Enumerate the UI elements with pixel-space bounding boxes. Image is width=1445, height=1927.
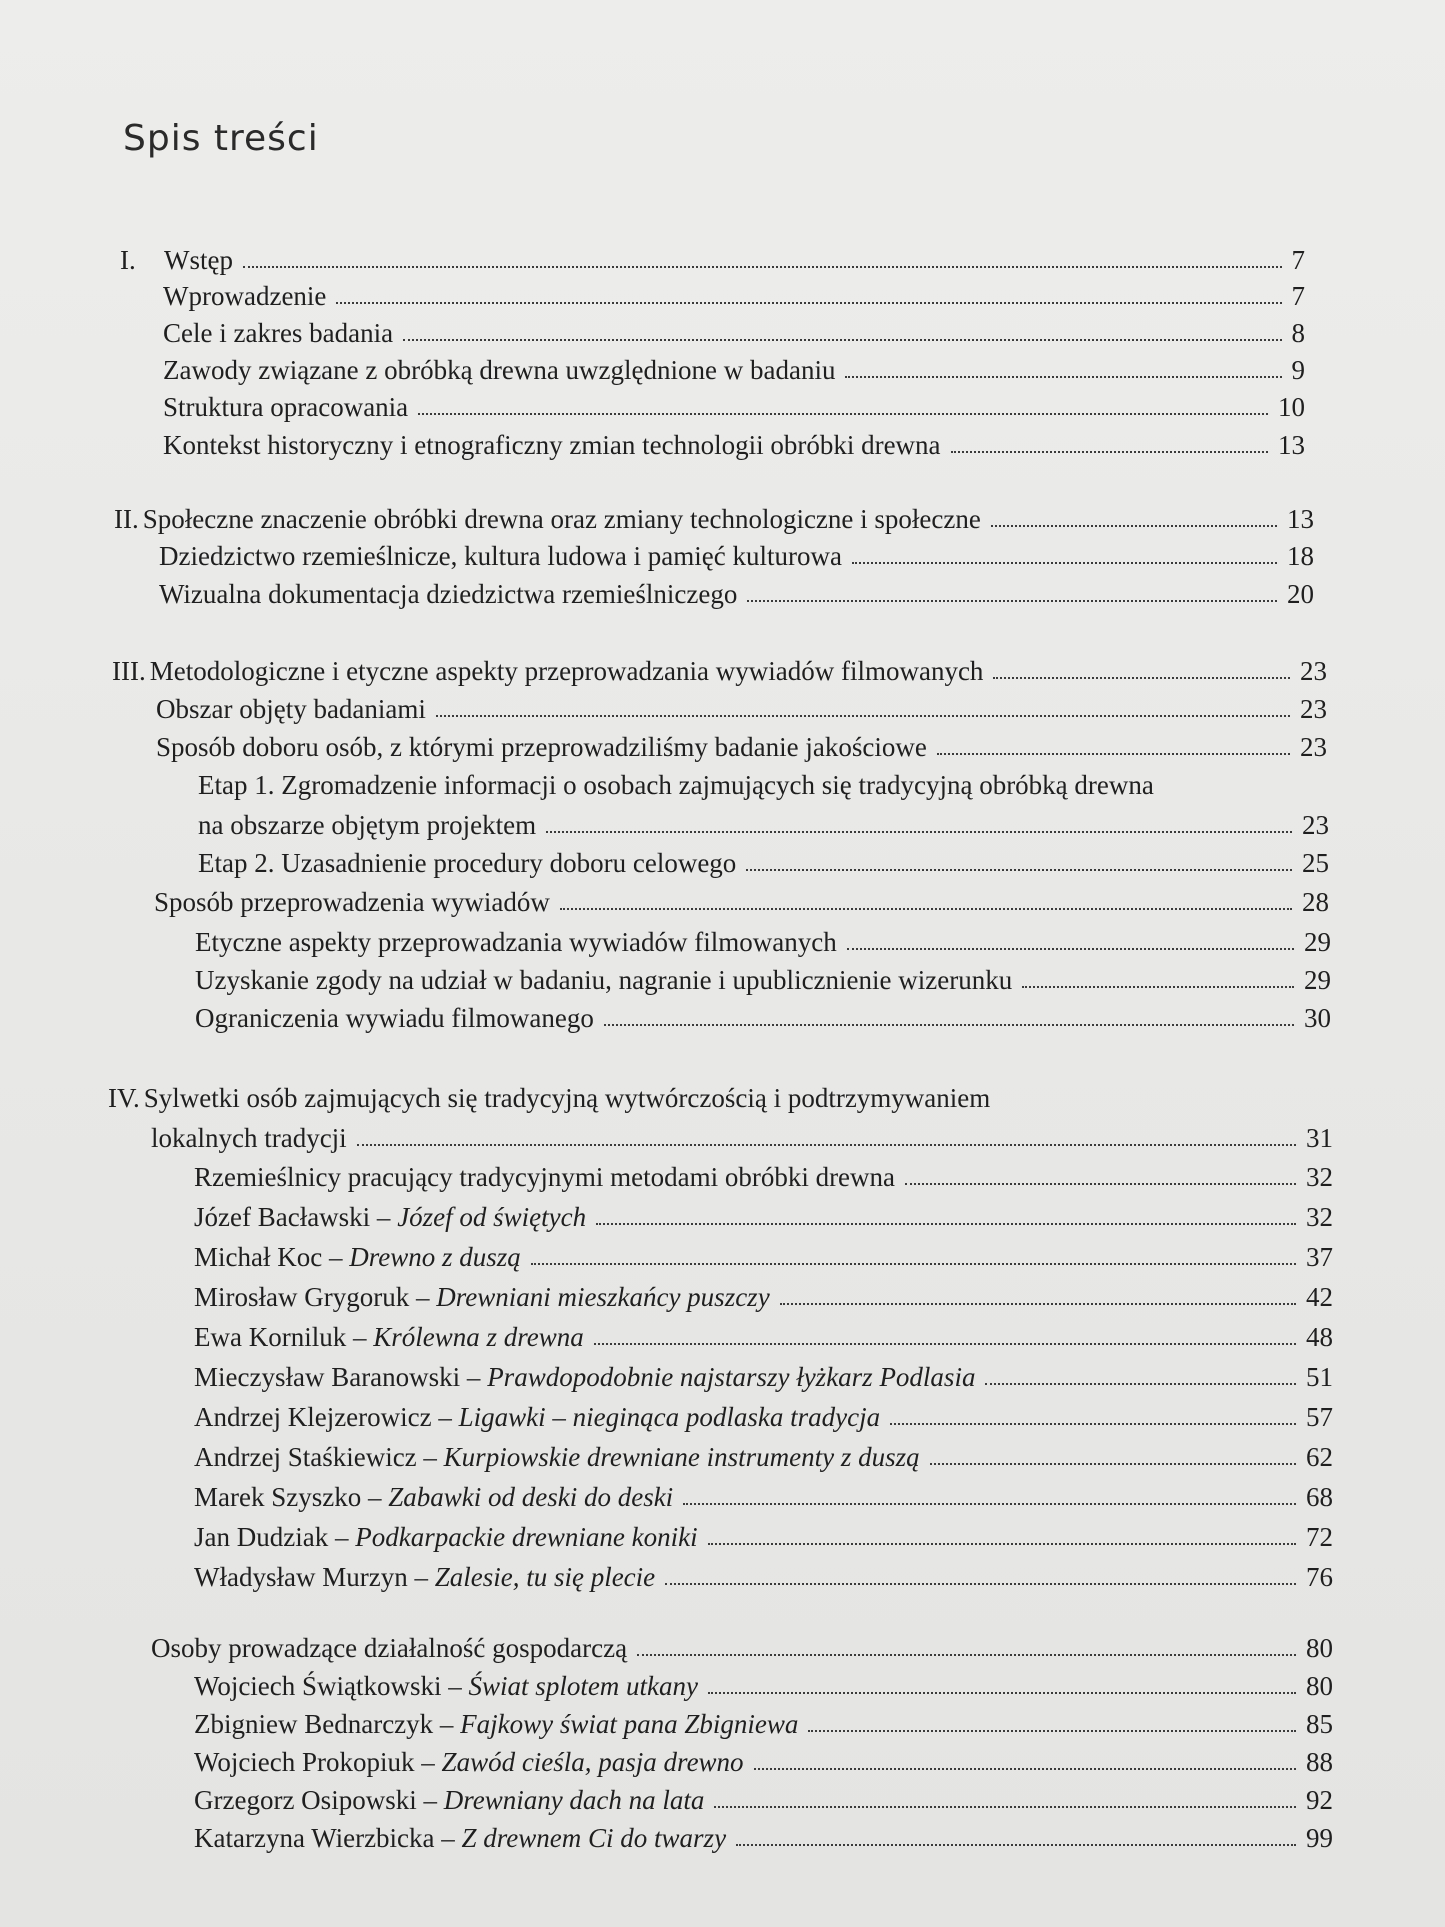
entry-title: Dziedzictwo rzemieślnicze, kultura ludowa i pamięć kulturowa <box>159 541 842 571</box>
toc-entry <box>198 846 1329 880</box>
toc-entry <box>163 316 1305 350</box>
entry-title: Obszar objęty badaniami <box>156 694 426 724</box>
person-name: Wojciech Świątkowski – <box>194 1671 469 1701</box>
toc-entry <box>195 963 1331 997</box>
toc-entry-chapter <box>120 243 1305 277</box>
page-number: 25 <box>1302 848 1329 878</box>
profile-title: Zawód cieśla, pasja drewno <box>441 1747 744 1777</box>
toc-entry-profile <box>194 1560 1333 1594</box>
entry-title: Kontekst historyczny i etnograficzny zmian technologii obróbki drewna <box>163 430 941 460</box>
dot-leader <box>708 1543 1296 1545</box>
toc-entry <box>198 808 1329 842</box>
page-number: 7 <box>1291 281 1305 311</box>
toc-entry <box>194 1160 1333 1194</box>
entry-title: Wizualna dokumentacja dziedzictwa rzemieślniczego <box>159 579 738 609</box>
profile-title: Zalesie, tu się plecie <box>434 1562 656 1592</box>
entry-title: Osoby prowadzące działalność gospodarczą <box>151 1633 628 1663</box>
person-name: Andrzej Klejzerowicz – <box>194 1402 459 1432</box>
dot-leader <box>357 1144 1296 1146</box>
entry-title: Sposób przeprowadzenia wywiadów <box>154 887 550 917</box>
person-name: Wojciech Prokopiuk – <box>194 1747 442 1777</box>
entry-title: lokalnych tradycji <box>151 1123 347 1153</box>
page-number: 51 <box>1306 1362 1333 1392</box>
dot-leader <box>560 908 1292 910</box>
toc-entry-profile <box>194 1440 1333 1474</box>
dot-leader <box>993 677 1290 679</box>
profile-title: Prawdopodobnie najstarszy łyżkarz Podlasia <box>487 1362 976 1392</box>
person-name: Mieczysław Baranowski – <box>194 1362 488 1392</box>
person-name: Józef Bacławski – <box>194 1202 398 1232</box>
chapter-number: I. <box>120 245 136 275</box>
page-number: 31 <box>1306 1123 1333 1153</box>
dot-leader <box>852 562 1277 564</box>
dot-leader <box>708 1692 1296 1694</box>
toc-entry <box>163 390 1305 424</box>
dot-leader <box>890 1423 1296 1425</box>
toc-entry-profile <box>194 1669 1333 1703</box>
page-number: 72 <box>1306 1522 1333 1552</box>
toc-entry-profile <box>194 1520 1333 1554</box>
entry-title: Społeczne znaczenie obróbki drewna oraz zmiany technologiczne i społeczne <box>142 504 981 534</box>
toc-entry <box>163 353 1305 387</box>
toc-entry-chapter <box>108 1081 1333 1115</box>
dot-leader <box>991 525 1277 527</box>
toc-entry <box>156 692 1327 726</box>
dot-leader <box>746 869 1292 871</box>
page-number: 32 <box>1306 1202 1333 1232</box>
toc-entry-profile <box>194 1821 1333 1855</box>
dot-leader <box>665 1583 1296 1585</box>
dot-leader <box>847 948 1294 950</box>
page-number: 29 <box>1304 965 1331 995</box>
toc-entry <box>151 1631 1333 1665</box>
dot-leader <box>845 376 1281 378</box>
entry-title: Zawody związane z obróbką drewna uwzględnione w badaniu <box>163 355 836 385</box>
page-number: 23 <box>1300 656 1327 686</box>
profile-title: Drewno z duszą <box>349 1242 521 1272</box>
page-number: 80 <box>1306 1633 1333 1663</box>
page-number: 13 <box>1287 504 1314 534</box>
dot-leader <box>418 413 1268 415</box>
toc-entry-chapter <box>112 654 1327 688</box>
toc-entry <box>163 428 1305 462</box>
page-number: 8 <box>1291 318 1305 348</box>
toc-entry <box>195 1001 1331 1035</box>
page-number: 62 <box>1306 1442 1333 1472</box>
person-name: Marek Szyszko – <box>194 1482 389 1512</box>
profile-title: Królewna z drewna <box>373 1322 584 1352</box>
entry-title: Wstęp <box>164 245 233 275</box>
toc-entry <box>151 1121 1333 1155</box>
dot-leader <box>594 1343 1296 1345</box>
toc-entry-profile <box>194 1320 1333 1354</box>
dot-leader <box>808 1730 1296 1732</box>
page-number: 23 <box>1300 694 1327 724</box>
dot-leader <box>985 1383 1296 1385</box>
page-number: 29 <box>1304 927 1331 957</box>
page-number: 85 <box>1306 1709 1333 1739</box>
toc-entry <box>159 577 1314 611</box>
page-number: 10 <box>1278 392 1305 422</box>
page-number: 57 <box>1306 1402 1333 1432</box>
dot-leader <box>336 302 1281 304</box>
page-number: 48 <box>1306 1322 1333 1352</box>
toc-entry-profile <box>194 1200 1333 1234</box>
entry-title: Cele i zakres badania <box>163 318 394 348</box>
page-number: 23 <box>1300 732 1327 762</box>
toc-entry-profile <box>194 1280 1333 1314</box>
person-name: Michał Koc – <box>194 1242 350 1272</box>
dot-leader <box>714 1806 1296 1808</box>
page-number: 20 <box>1287 579 1314 609</box>
profile-title: Józef od świętych <box>397 1202 587 1232</box>
page-number: 18 <box>1287 541 1314 571</box>
entry-title: Uzyskanie zgody na udział w badaniu, nagranie i upublicznienie wizerunku <box>195 965 1013 995</box>
toc-entry <box>198 768 1329 802</box>
toc-entry <box>163 279 1305 313</box>
profile-title: Fajkowy świat pana Zbigniewa <box>460 1709 799 1739</box>
entry-title: Etyczne aspekty przeprowadzania wywiadów filmowanych <box>195 927 837 957</box>
toc-entry-chapter <box>114 502 1314 536</box>
dot-leader <box>243 266 1282 268</box>
page-number: 42 <box>1306 1282 1333 1312</box>
chapter-number: II. <box>114 504 139 534</box>
entry-title: Wprowadzenie <box>163 281 327 311</box>
toc-entry <box>154 885 1329 919</box>
dot-leader <box>683 1503 1296 1505</box>
dot-leader <box>531 1263 1296 1265</box>
toc-entry-profile <box>194 1480 1333 1514</box>
entry-title: Ograniczenia wywiadu filmowanego <box>195 1003 594 1033</box>
entry-title: Rzemieślnicy pracujący tradycyjnymi metodami obróbki drewna <box>194 1162 896 1192</box>
page-number: 76 <box>1306 1562 1333 1592</box>
dot-leader <box>1022 986 1294 988</box>
dot-leader <box>937 753 1290 755</box>
toc-entry-profile <box>194 1360 1333 1394</box>
profile-title: Drewniani mieszkańcy puszczy <box>436 1282 770 1312</box>
dot-leader <box>905 1183 1296 1185</box>
page-number: 88 <box>1306 1747 1333 1777</box>
dot-leader <box>637 1654 1296 1656</box>
dot-leader <box>780 1303 1296 1305</box>
profile-title: Z drewnem Ci do twarzy <box>461 1823 727 1853</box>
entry-title: Sposób doboru osób, z którymi przeprowadziliśmy badanie jakościowe <box>156 732 927 762</box>
toc-entry-profile <box>194 1783 1333 1817</box>
page-number: 13 <box>1278 430 1305 460</box>
dot-leader <box>436 715 1290 717</box>
toc-entry <box>195 925 1331 959</box>
profile-title: Zabawki od deski do deski <box>388 1482 674 1512</box>
profile-title: Kurpiowskie drewniane instrumenty z duszą <box>443 1442 920 1472</box>
chapter-number: IV. <box>108 1083 140 1113</box>
dot-leader <box>596 1223 1296 1225</box>
page-number: 99 <box>1306 1823 1333 1853</box>
person-name: Katarzyna Wierzbicka – <box>194 1823 462 1853</box>
profile-title: Podkarpackie drewniane koniki <box>355 1522 698 1552</box>
page-number: 32 <box>1306 1162 1333 1192</box>
person-name: Andrzej Staśkiewicz – <box>194 1442 444 1472</box>
page-number: 37 <box>1306 1242 1333 1272</box>
entry-title: Struktura opracowania <box>163 392 409 422</box>
profile-title: Ligawki – nieginąca podlaska tradycja <box>458 1402 881 1432</box>
toc-entry-profile <box>194 1707 1333 1741</box>
page-number: 68 <box>1306 1482 1333 1512</box>
page-number: 30 <box>1304 1003 1331 1033</box>
entry-title: na obszarze objętym projektem <box>198 810 537 840</box>
page-number: 7 <box>1291 245 1305 275</box>
page-number: 80 <box>1306 1671 1333 1701</box>
dot-leader <box>403 339 1281 341</box>
person-name: Mirosław Grygoruk – <box>194 1282 437 1312</box>
dot-leader <box>951 451 1268 453</box>
dot-leader <box>930 1463 1296 1465</box>
person-name: Jan Dudziak – <box>194 1522 356 1552</box>
entry-title: Etap 1. Zgromadzenie informacji o osobach zajmujących się tradycyjną obróbką drewna <box>198 770 1154 800</box>
person-name: Władysław Murzyn – <box>194 1562 435 1592</box>
page-number: 92 <box>1306 1785 1333 1815</box>
dot-leader <box>754 1768 1296 1770</box>
chapter-number: III. <box>112 656 146 686</box>
page-number: 28 <box>1302 887 1329 917</box>
page-number: 9 <box>1291 355 1305 385</box>
toc-entry-profile <box>194 1240 1333 1274</box>
toc-entry <box>159 539 1314 573</box>
toc-entry <box>156 730 1327 764</box>
person-name: Zbigniew Bednarczyk – <box>194 1709 461 1739</box>
page-title: Spis treści <box>123 118 319 159</box>
profile-title: Drewniany dach na lata <box>443 1785 705 1815</box>
entry-title: Metodologiczne i etyczne aspekty przeprowadzania wywiadów filmowanych <box>149 656 984 686</box>
dot-leader <box>604 1024 1294 1026</box>
entry-title: Sylwetki osób zajmujących się tradycyjną wytwórczością i podtrzymywaniem <box>143 1083 991 1113</box>
page-number: 23 <box>1302 810 1329 840</box>
person-name: Grzegorz Osipowski – <box>194 1785 444 1815</box>
toc-entry-profile <box>194 1400 1333 1434</box>
profile-title: Świat splotem utkany <box>468 1671 699 1701</box>
dot-leader <box>546 831 1292 833</box>
entry-title: Etap 2. Uzasadnienie procedury doboru celowego <box>198 848 737 878</box>
person-name: Ewa Korniluk – <box>194 1322 374 1352</box>
dot-leader <box>747 600 1277 602</box>
toc-entry-profile <box>194 1745 1333 1779</box>
dot-leader <box>736 1844 1296 1846</box>
